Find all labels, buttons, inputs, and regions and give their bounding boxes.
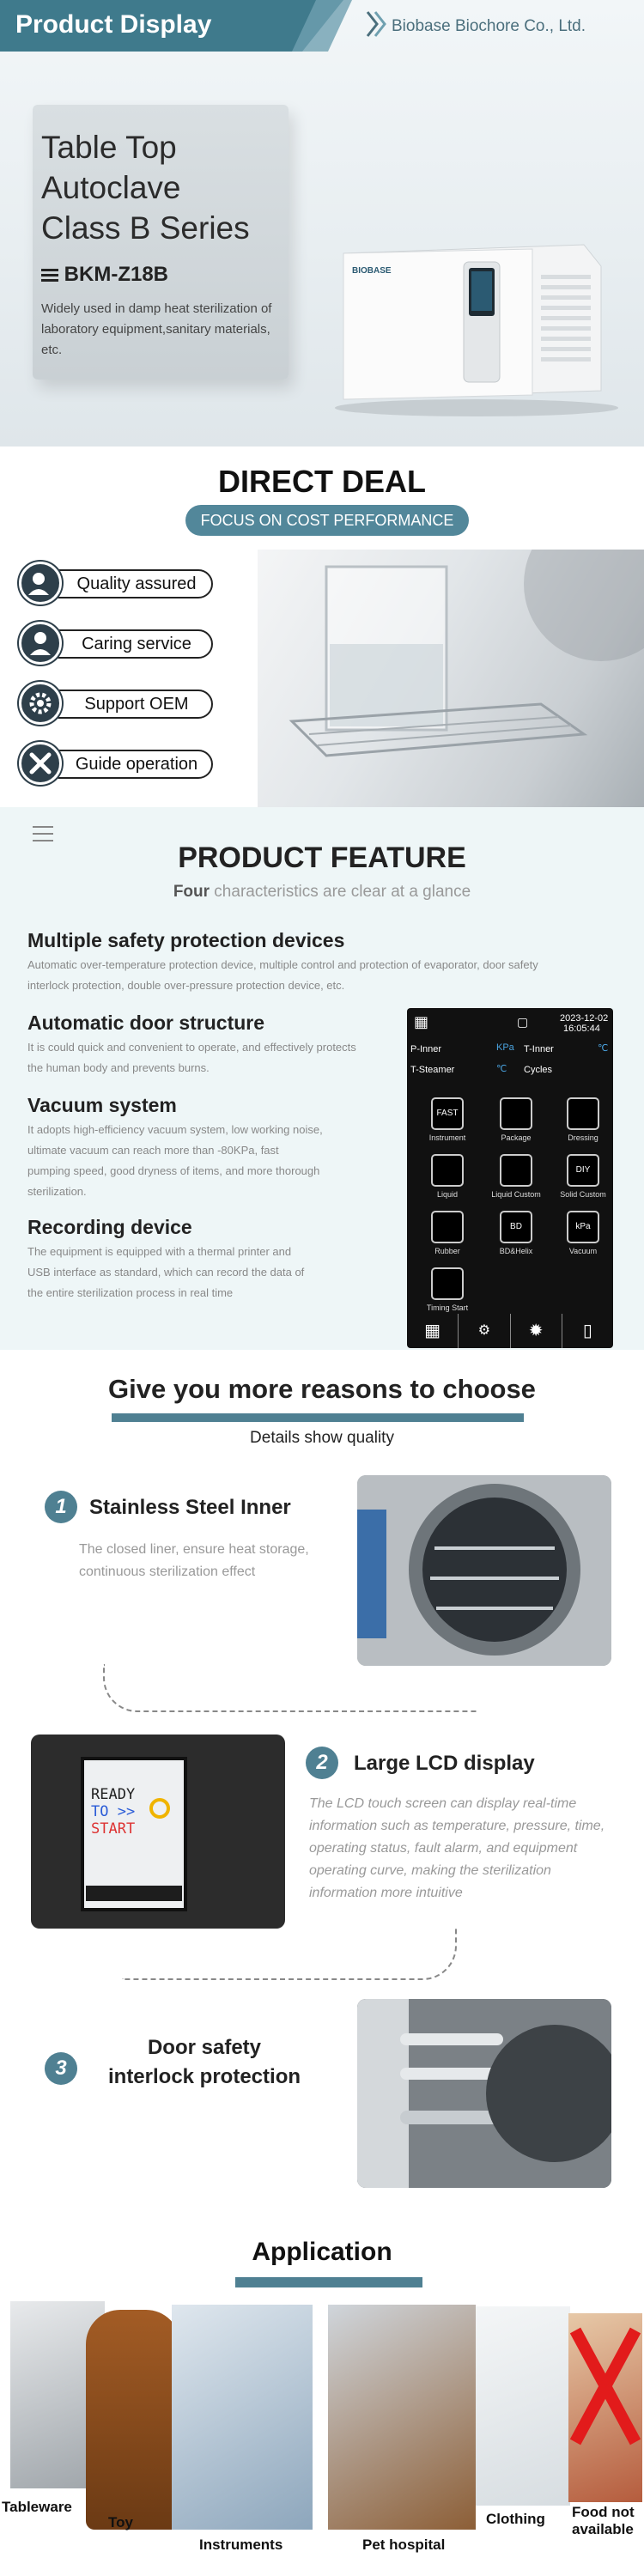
screen-bottom-bar (407, 1314, 613, 1348)
program-label: Rubber (434, 1247, 460, 1255)
application-label: Pet hospital (362, 2537, 446, 2553)
feature-desc: The equipment is equipped with a thermal printer and USB interface as standard, which can record the data of the entire sterilization process in real time (27, 1245, 305, 1299)
feature-title: Vacuum system (27, 1094, 177, 1116)
toy-photo (86, 2310, 180, 2530)
cost-performance-pill: FOCUS ON COST PERFORMANCE (185, 505, 469, 536)
reason-desc: The closed liner, ensure heat storage, continuous sterilization effect (79, 1542, 309, 1579)
program-label: Timing Start (426, 1303, 469, 1312)
deg-unit-2: ℃ (496, 1064, 507, 1074)
deg-unit: ℃ (598, 1043, 609, 1054)
application-label: Tableware (2, 2499, 72, 2515)
program-label: Solid Custom (560, 1190, 606, 1199)
feature-title: Automatic door structure (27, 1012, 265, 1034)
reason-desc: The LCD touch screen can display real-time information such as temperature, pressure, time, operating status, fault alarm, and equipment operating curve, making the sterilization information more intuitive (309, 1796, 605, 1900)
program-button-icon[interactable]: BD (500, 1211, 532, 1243)
grid-button-icon[interactable]: ▦ (407, 1314, 459, 1348)
screen-time: 16:05:44 (563, 1024, 600, 1034)
direct-deal-heading: DIRECT DEAL (218, 464, 426, 499)
direct-deal-section (0, 447, 644, 807)
reason-title (93, 2033, 316, 2092)
door-handle-photo (357, 1999, 611, 2188)
t-steamer-label: T-Steamer (410, 1065, 455, 1075)
lcd-photo (31, 1735, 285, 1929)
application-label: Toy (108, 2514, 133, 2530)
screen-date: 2023-12-02 (560, 1013, 609, 1024)
feature-label: Caring service (45, 629, 213, 659)
reasons-subheading: Details show quality (250, 1429, 394, 1447)
cycles-label: Cycles (524, 1065, 553, 1075)
application-label: Clothing (486, 2511, 545, 2527)
gear-icon (19, 682, 62, 725)
door-button-icon[interactable]: ▯ (582, 1321, 592, 1340)
feature-desc: Automatic over-temperature protection device, multiple control and protection of evaporator, door safety interlock protection, double over-pressure protection device, etc. (27, 958, 538, 992)
model-number: BKM-Z18B (64, 263, 169, 286)
brand-name: Biobase Biochore Co., Ltd. (392, 17, 586, 35)
product-title (41, 127, 299, 248)
application-heading: Application (252, 2238, 392, 2266)
model-row (41, 263, 168, 287)
program-button-icon[interactable] (431, 1154, 464, 1187)
reasons-heading: Give you more reasons to choose (108, 1374, 536, 1404)
feature-title: Multiple safety protection devices (27, 929, 345, 951)
application-label: Food not available (572, 2504, 635, 2537)
settings-button-icon[interactable]: ⚙ (459, 1314, 510, 1348)
pet-hospital-photo (328, 2305, 476, 2530)
program-label: BD&Helix (499, 1247, 533, 1255)
hero-banner (0, 0, 644, 447)
printer-icon: ▢ (517, 1015, 529, 1029)
title-line: Class B Series (41, 210, 250, 246)
reason-title: Large LCD display (354, 1752, 535, 1775)
product-feature-subheading (0, 883, 644, 902)
not-allowed-cross-icon (568, 2313, 642, 2451)
feature-guide-operation (19, 742, 213, 785)
clothing-photo (476, 2306, 570, 2506)
lcd-to: TO >> (91, 1803, 136, 1820)
quality-badge-icon (19, 562, 62, 605)
program-label: Liquid Custom (491, 1190, 541, 1199)
reason-number: 3 (45, 2052, 77, 2085)
title-line: interlock protection (107, 2065, 301, 2088)
program-button-icon[interactable] (500, 1097, 532, 1130)
feature-caring-service (19, 622, 213, 665)
food-photo (568, 2313, 642, 2502)
reasons-underline (112, 1413, 524, 1422)
gear-button-icon[interactable]: ✹ (511, 1314, 562, 1348)
program-label: Vacuum (568, 1247, 598, 1255)
application-section (0, 2234, 644, 2576)
title-line: Autoclave (41, 170, 181, 205)
connector-line (122, 1927, 457, 1980)
steel-inner-photo (357, 1475, 611, 1666)
progress-ring-icon (149, 1798, 170, 1819)
t-inner-label: T-Inner (524, 1044, 554, 1054)
feature-desc: It adopts high-efficiency vacuum system, low working noise, ultimate vacuum can reach more than -80KPa, fast pumping speed, good dryness of items, and more thorough sterilization. (27, 1123, 323, 1198)
service-person-icon (19, 622, 62, 665)
program-label: Liquid (436, 1190, 459, 1199)
program-button-icon[interactable] (431, 1211, 464, 1243)
program-button-icon[interactable]: kPa (567, 1211, 599, 1243)
beaker-photo (258, 550, 644, 807)
feature-quality-assured (19, 562, 213, 605)
program-button-icon[interactable] (500, 1154, 532, 1187)
application-label: Instruments (199, 2537, 283, 2553)
program-button-icon[interactable] (567, 1097, 599, 1130)
tab-title: Product Display (15, 10, 212, 39)
application-underline (235, 2277, 422, 2287)
feature-title: Recording device (27, 1216, 192, 1238)
connector-line (103, 1664, 477, 1712)
autoclave-image (326, 215, 618, 421)
brand-logo-icon (364, 9, 390, 39)
program-label: Dressing (568, 1133, 598, 1142)
instruments-photo (172, 2305, 313, 2530)
svg-text:BIOBASE: BIOBASE (352, 266, 392, 276)
reason-title: Stainless Steel Inner (89, 1496, 291, 1519)
menu-lines-icon (41, 266, 58, 284)
reason-number: 1 (45, 1491, 77, 1523)
feature-desc: It is could quick and convenient to operate, and effectively protects the human body and prevents burns. (27, 1041, 356, 1074)
program-label: Package (501, 1133, 532, 1142)
control-screen (407, 1008, 613, 1348)
p-inner-label: P-Inner (410, 1044, 442, 1054)
grid-menu-icon: ▦ (414, 1013, 429, 1030)
program-label: Instrument (428, 1133, 466, 1142)
reasons-section (0, 1350, 644, 2234)
title-line: Table Top (41, 130, 177, 165)
sub-rest: characteristics are clear at a glance (210, 883, 471, 901)
sub-bold: Four (173, 883, 210, 901)
program-button-icon[interactable]: FAST (431, 1097, 464, 1130)
kpa-unit: KPa (496, 1042, 514, 1053)
title-line: Door safety (147, 2036, 262, 2059)
lcd-ready: READY (91, 1786, 136, 1803)
feature-label: Support OEM (45, 690, 213, 719)
reason-number: 2 (306, 1747, 338, 1779)
program-button-icon[interactable] (431, 1267, 464, 1300)
product-description: Widely used in damp heat sterilization of laboratory equipment,sanitary materials, etc. (41, 301, 272, 357)
tools-icon (19, 742, 62, 785)
feature-label: Guide operation (45, 750, 213, 779)
feature-label: Quality assured (45, 569, 213, 598)
lcd-start: START (91, 1820, 136, 1838)
product-feature-heading: PRODUCT FEATURE (178, 841, 466, 874)
feature-support-oem (19, 682, 213, 725)
program-button-icon[interactable]: DIY (567, 1154, 599, 1187)
